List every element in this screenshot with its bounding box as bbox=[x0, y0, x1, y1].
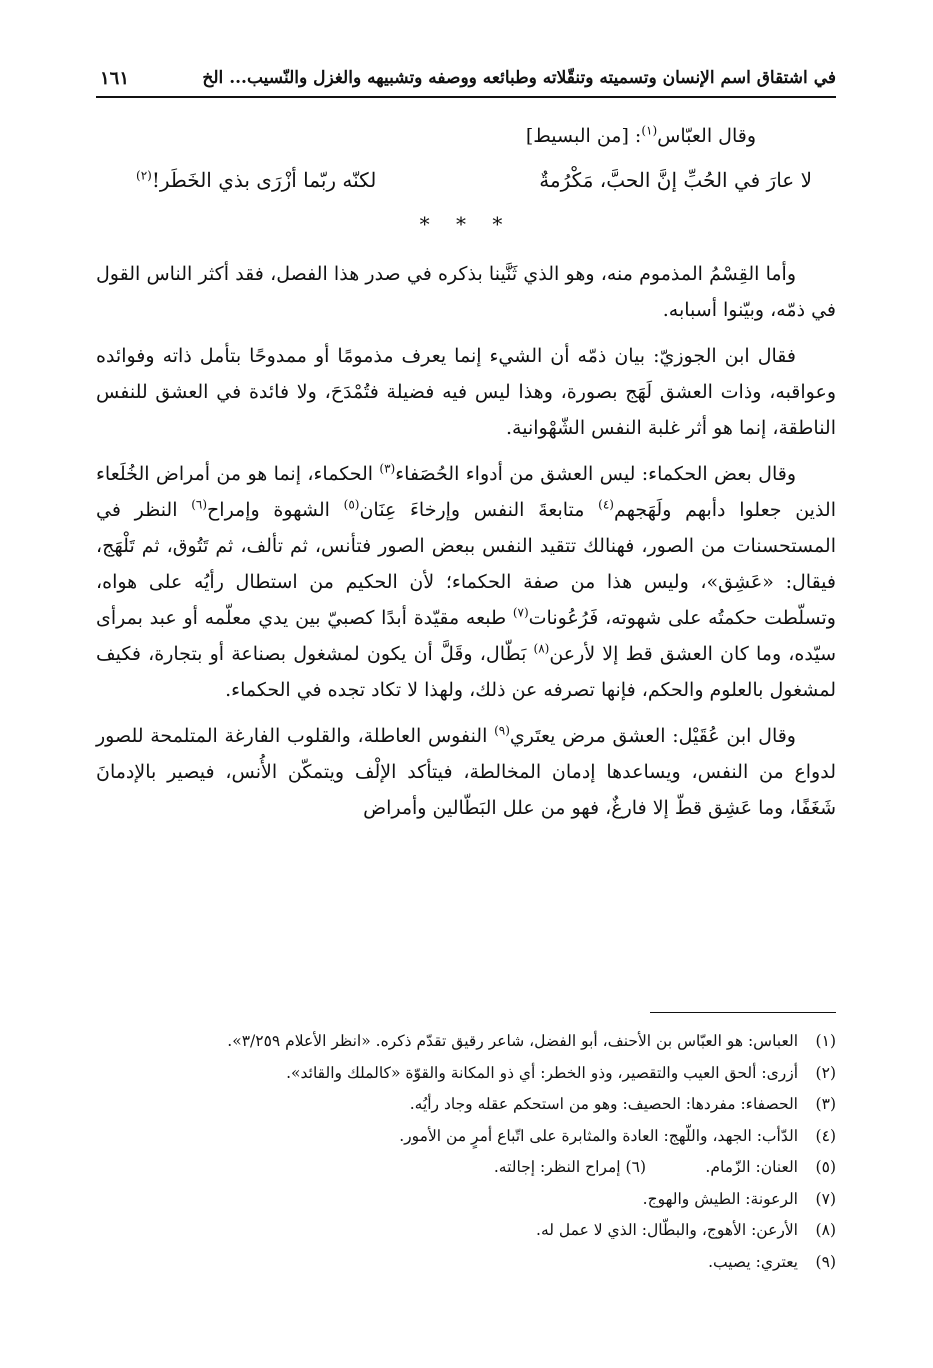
paragraph-1: وأما القِسْمُ المذموم منه، وهو الذي ثَنَّينا بذكره في صدر هذا الفصل، فقد أكثر الناس القول في ذمّه، وبيّنوا أسبابه. bbox=[96, 263, 836, 321]
footnote-number: (٩) bbox=[815, 1252, 836, 1271]
footnote-number: (١) bbox=[815, 1032, 836, 1050]
p3-part-c: متابعةَ النفس وإرخاءَ عِنَان bbox=[359, 499, 599, 521]
paragraph-4 bbox=[96, 718, 836, 826]
footnote-9 bbox=[96, 1247, 836, 1279]
footnote-2 bbox=[96, 1058, 836, 1090]
running-header bbox=[96, 62, 836, 98]
footnote-1 bbox=[96, 1026, 836, 1058]
footnote-ref-5: (٥) bbox=[343, 497, 360, 512]
footnote-4 bbox=[96, 1121, 836, 1153]
footnote-number: (٧) bbox=[815, 1189, 836, 1208]
footnote-ref-7: (٧) bbox=[512, 605, 529, 620]
footnote-text: الرعونة: الطيش والهوج. bbox=[642, 1189, 798, 1208]
footnote-ref-4: (٤) bbox=[598, 497, 614, 512]
footnote-text: الحصفاء: مفردها: الحصيف: وهو من استحكم عقله وجاد رأيُه. bbox=[409, 1095, 798, 1113]
header-title: في اشتقاق اسم الإنسان وتسميته وتنقّلاته وطبائعه ووصفه وتشبيهه والغزل والنّسيب... الخ bbox=[202, 68, 836, 88]
footnote-number: (٢) bbox=[815, 1063, 836, 1082]
footnote-number: (٤) bbox=[815, 1126, 836, 1145]
footnote-ref-3: (٣) bbox=[379, 461, 396, 476]
footnote-divider bbox=[650, 1012, 836, 1013]
footnote-row-5-6 bbox=[96, 1152, 836, 1184]
p4-part-b: النفوس العاطلة، والقلوب الفارغة المتلمحة للصور لدواع من النفس، ويساعدها إدمان المخالطة، فيتأكد الإلْف ويتمكّن الأُنس، فيصير بالإدمانَ شَغَفًا، وما عَشِق قطّ إلا فارغٌ، فهو من علل البَطّالين وأمراض bbox=[96, 725, 836, 819]
poetry-verse bbox=[96, 162, 836, 198]
paragraph-2: فقال ابن الجوزيّ: بيان ذمّه أن الشيء إنما يعرف مذمومًا أو ممدوحًا بتأمل ذاته وفوائده وعواقبه، وذات العشق لَهَج بصورة، وهذا ليس فيه فضيلة فتُمْدَحَ، ولا فائدة في العشق للنفس الناطقة، إنما هو أثر غلبة النفس الشّهْوانية. bbox=[96, 345, 836, 439]
footnote-number: (٦) bbox=[625, 1158, 646, 1176]
footnote-ref-6: (٦) bbox=[191, 497, 208, 512]
footnote-5 bbox=[646, 1152, 836, 1184]
verse-second-hemistich-wrap bbox=[136, 162, 376, 198]
p3-part-b: الحكماء، إنما هو من أمراض الخُلَعاء الذين جعلوا دأبهم ولَهَجهم bbox=[96, 463, 836, 521]
verse-first-hemistich: لا عارَ في الحُبِّ إنَّ الحبَّ، مَكْرُمةٌ bbox=[539, 168, 812, 192]
p4-part-a: وقال ابن عُقَيْل: العشق مرض يعتَري bbox=[509, 725, 796, 747]
footnote-ref-1: (١) bbox=[641, 123, 658, 138]
footnote-text: يعتري: يصيب. bbox=[708, 1252, 798, 1271]
footnote-text: الأرعن: الأهوج، والبطّال: الذي لا عمل له. bbox=[536, 1221, 798, 1239]
p3-part-a: وقال بعض الحكماء: ليس العشق من أدواء الحُصَفاء bbox=[395, 463, 796, 485]
page-number: ١٦١ bbox=[100, 68, 130, 89]
p3-part-e: النظر في المستحسنات من الصور، فهنالك تتقيد النفس ببعض الصور فتأنس، ثم تألف، ثم تَتُوق، ثم تَلْهَج، فيقال: «عَشِق»، وليس هذا من صفة الحكماء؛ لأن الحكيم من استطال رأيُه على هواه، وتسلّطت حكمتُه على شهوته، فَرُعُونات bbox=[96, 499, 836, 629]
verse-second-hemistich: لكنّه ربّما أزْرَى بذي الخَطَر! bbox=[151, 168, 377, 192]
footnote-ref-2: (٢) bbox=[136, 168, 152, 183]
footnote-text: الدّأب: الجهد، واللّهج: العادة والمثابرة على اتّباع أمرٍ من الأمور. bbox=[399, 1126, 798, 1145]
p3-part-f: طبعه مقيّدة أبدًا كصبيّ بين يدي معلّمه أو عبد بمرأى سيّده، وما كان العشق قط إلا لأرعن bbox=[96, 607, 836, 665]
footnote-number: (٥) bbox=[815, 1158, 836, 1176]
verse-intro bbox=[96, 118, 836, 154]
main-text bbox=[96, 118, 836, 836]
verse-meter: : [من البسيط] bbox=[525, 125, 642, 147]
footnote-ref-9: (٩) bbox=[494, 723, 510, 738]
footnote-6 bbox=[494, 1152, 646, 1184]
footnote-text: إمراح النظر: إجالته. bbox=[493, 1158, 621, 1176]
p3-part-g: بَطّال، وقَلَّ أن يكون لمشغول بصناعة أو بتجارة، فكيف لمشغول بالعلوم والحكم، فإنها تصرفه عن ذلك، ولهذا لا تكاد تجده في الحكماء. bbox=[96, 643, 836, 701]
footnotes bbox=[96, 1026, 836, 1278]
footnote-text: العباس: هو العبّاس بن الأحنف، أبو الفضل، شاعر رقيق تقدّم ذكره. «انظر الأعلام ٣/٢٥٩». bbox=[227, 1032, 798, 1050]
footnote-8 bbox=[96, 1215, 836, 1247]
footnote-ref-8: (٨) bbox=[533, 641, 550, 656]
footnote-3 bbox=[96, 1089, 836, 1121]
p3-part-d: الشهوة وإمراح bbox=[207, 499, 344, 521]
verse-speaker: وقال العبّاس bbox=[657, 125, 756, 147]
footnote-number: (٣) bbox=[815, 1095, 836, 1113]
footnote-number: (٨) bbox=[815, 1221, 836, 1239]
footnote-7 bbox=[96, 1184, 836, 1216]
section-separator: * * * bbox=[419, 212, 513, 236]
footnote-text: أزرى: ألحق العيب والتقصير، وذو الخطر: أي ذو المكانة والقوّة «كالملك والقائد». bbox=[286, 1063, 798, 1082]
footnote-text: العنان: الزّمام. bbox=[705, 1158, 798, 1176]
paragraph-3 bbox=[96, 456, 836, 708]
